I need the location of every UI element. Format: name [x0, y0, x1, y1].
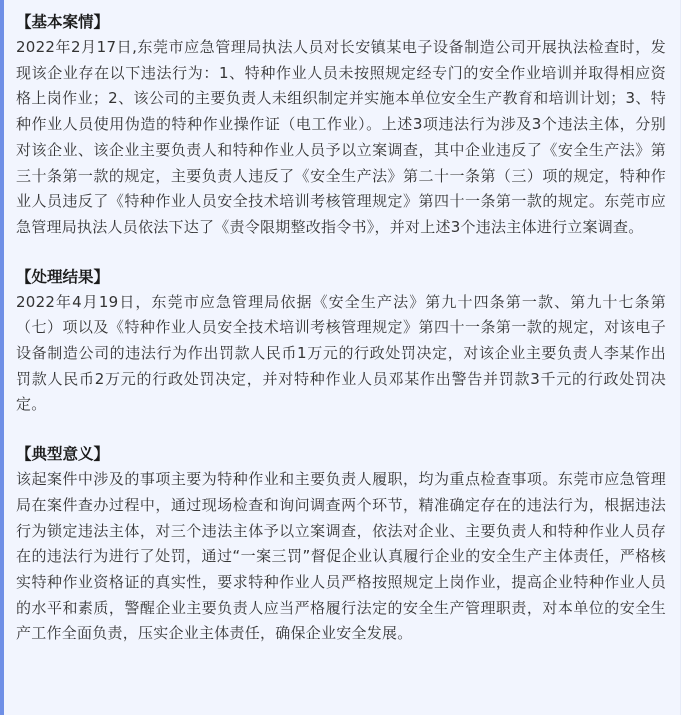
section-heading: 【典型意义】 — [16, 445, 110, 464]
section-heading: 【基本案情】 — [16, 13, 110, 31]
section-heading: 【处理结果】 — [16, 267, 110, 286]
section-body: 2022年2月17日,东莞市应急管理局执法人员对长安镇某电子设备制造公司开展执法检查时，发现该企业存在以下违法行为：1、特种作业人员未按照规定经专门的安全作业培训并取得相应资格上岗作业；2、该公司的主要负责人未组织制定并实施本单位安全生产教育和培训计划；3、特种作业人员使用伪造的特种作业操作证（电工作业）。上述3项违法行为涉及3个违法主体，分别对该企业、该企业主要负责人和特种作业人员予以立案调查，其中企业违反了《安全生产法》第三十条第一款的规定，主要负责人违反了《安全生产法》第二十一条第（三）项的规定，特种作业人员违反了《特种作业人员安全技术培训考核管理规定》第四十一条第一款的规定。东莞市应急管理局执法人员依法下达了《责令限期整改指令书》，并对上述3个违法主体进行立案调查。 — [16, 38, 666, 236]
section-significance — [16, 442, 666, 647]
section-body: 2022年4月19日，东莞市应急管理局依据《安全生产法》第九十四条第一款、第九十七条第（七）项以及《特种作业人员安全技术培训考核管理规定》第四十一条第一款的规定，对该电子设备制造公司的违法行为作出罚款人民币1万元的行政处罚决定，对该企业主要负责人李某作出罚款人民币2万元的行政处罚决定，并对特种作业人员邓某作出警告并罚款3千元的行政处罚决定。 — [16, 292, 666, 414]
section-result — [16, 265, 666, 419]
section-basic-case — [16, 10, 666, 241]
section-body: 该起案件中涉及的事项主要为特种作业和主要负责人履职，均为重点检查事项。东莞市应急管理局在案件查办过程中，通过现场检查和询问调查两个环节，精准确定存在的违法行为，根据违法行为锁定违法主体，对三个违法主体予以立案调查，依法对企业、主要负责人和特种作业人员存在的违法行为进行了处罚，通过“一案三罚”督促企业认真履行企业的安全生产主体责任，严格核实特种作业资格证的真实性，要求特种作业人员严格按照规定上岗作业，提高企业特种作业人员的水平和素质，警醒企业主要负责人应当严格履行法定的安全生产管理职责，对本单位的安全生产工作全面负责，压实企业主体责任，确保企业安全发展。 — [16, 470, 666, 643]
